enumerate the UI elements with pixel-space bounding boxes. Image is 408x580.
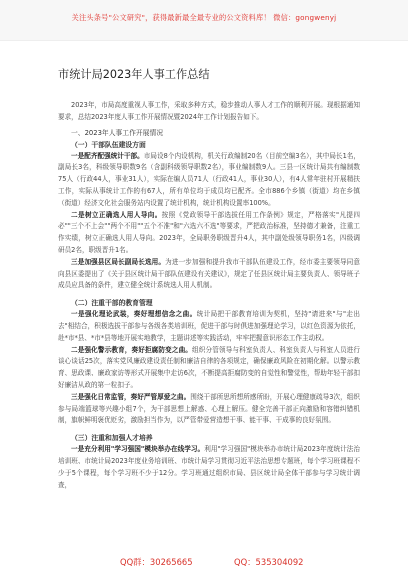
- paragraph-text: 为进一步加强和提升我市干部队伍建设工作，经市委主要领导同意向县区委提出了《关于县区统计局干部队伍建设有关建议》，规定了任县区统计局主要负责人、领导班子成员应具备的条件，建立健全统计系统选人用人机制。: [58, 257, 361, 290]
- paragraph-lead: 一是充分利用"学习强国"模块举办在线学习。: [71, 445, 205, 454]
- subsection-heading: （二）注重干部的教育管理: [71, 299, 153, 308]
- paragraph: [58, 345, 360, 392]
- paragraph: [58, 309, 360, 344]
- section-heading: 一、2023年人事工作开展情况: [71, 128, 164, 137]
- banner-text: 关注头条号"公文研究"，获得最新最全最专业的公文资料库！ 微信：gongwenyj: [71, 13, 337, 22]
- subsection-heading: （一）干部队伍建设方面: [71, 140, 146, 149]
- subsection-heading: （三）注重和加强人才培养: [71, 434, 153, 443]
- paragraph-lead: 二是树立正确选人用人导向。: [71, 210, 162, 219]
- paragraph: [58, 210, 360, 257]
- paragraph-lead: 一是强化理论武装，奏好理想信念之曲。: [71, 310, 197, 319]
- paragraph-text: 围绕干部所思所想所感所盼，开展心理健康疏导3次，组织参与局端篮球等兴趣小组7个，为干部思想上解惑、心理上解压。健全完善干部正向激励和容错纠错机制，旗帜鲜明褒优贬劣，激励担当作为，以严管带爱营造想干事、能干事、干成事的良好氛围。: [58, 392, 360, 425]
- footer-contact: [0, 552, 408, 572]
- paragraph-lead: 三是强化日常监管，奏好严管厚爱之曲。: [71, 392, 191, 401]
- paragraph-text: 利用"学习强国"模块举办市统计局2023年度统计法治培训班、市统计局2023年度业务培训班、市统计局学习贯彻习近平法治思想专题班，每个学习班课程不少于5个课程，每个学习班不少于12分。学习班通过组织市局、县区统计局全体干部参与学习统计调查，: [58, 445, 360, 489]
- intro-paragraph: 2023年，市局高度重视人事工作，采取多种方式，稳步推动人事人才工作的顺利开展。现根据通知要求，总结2023年度人事工作开展情况暨2024年工作计划报告如下。: [58, 101, 360, 121]
- paragraph-text: 市局设8个内设机构，机关行政编制20名（目前空编3名），其中局长1名，副局长3名，科级领导职数9名（含副科级领导职数2名），事业编制数9人。三县一区统计局共有编制数75人（行政44人，事业31人），实际在编人员71人（行政41人，事业30人），有4人常年驻村开展精扶工作，实际从事统计工作的有67人，所有单位均于成员均已配齐。全市886个乡镇（街道）均在乡镇（街道）经济文化社会服务站内设置了统计机构，统计机构设置率100%。: [58, 151, 360, 207]
- paragraph: [58, 151, 360, 210]
- qq-number: QQ：535304092: [234, 557, 304, 567]
- paragraph: [58, 444, 360, 491]
- paragraph-lead: 一是配齐配强统计干部。: [71, 151, 144, 160]
- paragraph-lead: 二是强化警示教育，奏好拒腐防变之曲。: [71, 345, 193, 354]
- document-body: [58, 100, 360, 491]
- top-banner: [0, 0, 408, 41]
- paragraph-text: 组织分管领导与科室负责人、科室负责人与科室人员进行谈心谈话25次，落实党风廉政建设责任制和廉洁自律的各项规定，确保廉政风险在初期化解。以警示教育、思政课、廉政家访等形式开展集中走访6次，不断提高拒腐防变的自觉性和警觉性，帮助年轻干部扣好廉洁从政的第一粒扣子。: [58, 345, 360, 389]
- document-title: 市统计局2023年人事工作总结: [58, 68, 210, 81]
- paragraph: [58, 257, 360, 292]
- qq-group-number: QQ群：30265665: [120, 557, 193, 567]
- paragraph-lead: 三是加强县区局长副局长选用。: [71, 257, 166, 266]
- paragraph-text: 统计局把干部教育培训为契机，坚持"请进来"与"走出去"相结合，积极选拔干部参与各级各类培训班，促进干部与时俱进加强理论学习，以红色资源为依托，赴*市*县、*市*县等地开展实地教学，主题讲述等实践活动，牢牢把握意识形态工作主动权。: [58, 310, 360, 342]
- paragraph-text: 按照《党政领导干部选拔任用工作条例》规定，严格落实"凡提四必""三个不上会""两个不用""五个不准"和"六选六不选"等要求，严把政治标准，坚持德才兼备，注重工作实绩，树立正确选人用人导向。2023年，全局职务职级晋升4人，其中副处级领导职务1名，四级调研员2名，职级晋升1名。: [58, 210, 360, 254]
- paragraph: [58, 392, 360, 427]
